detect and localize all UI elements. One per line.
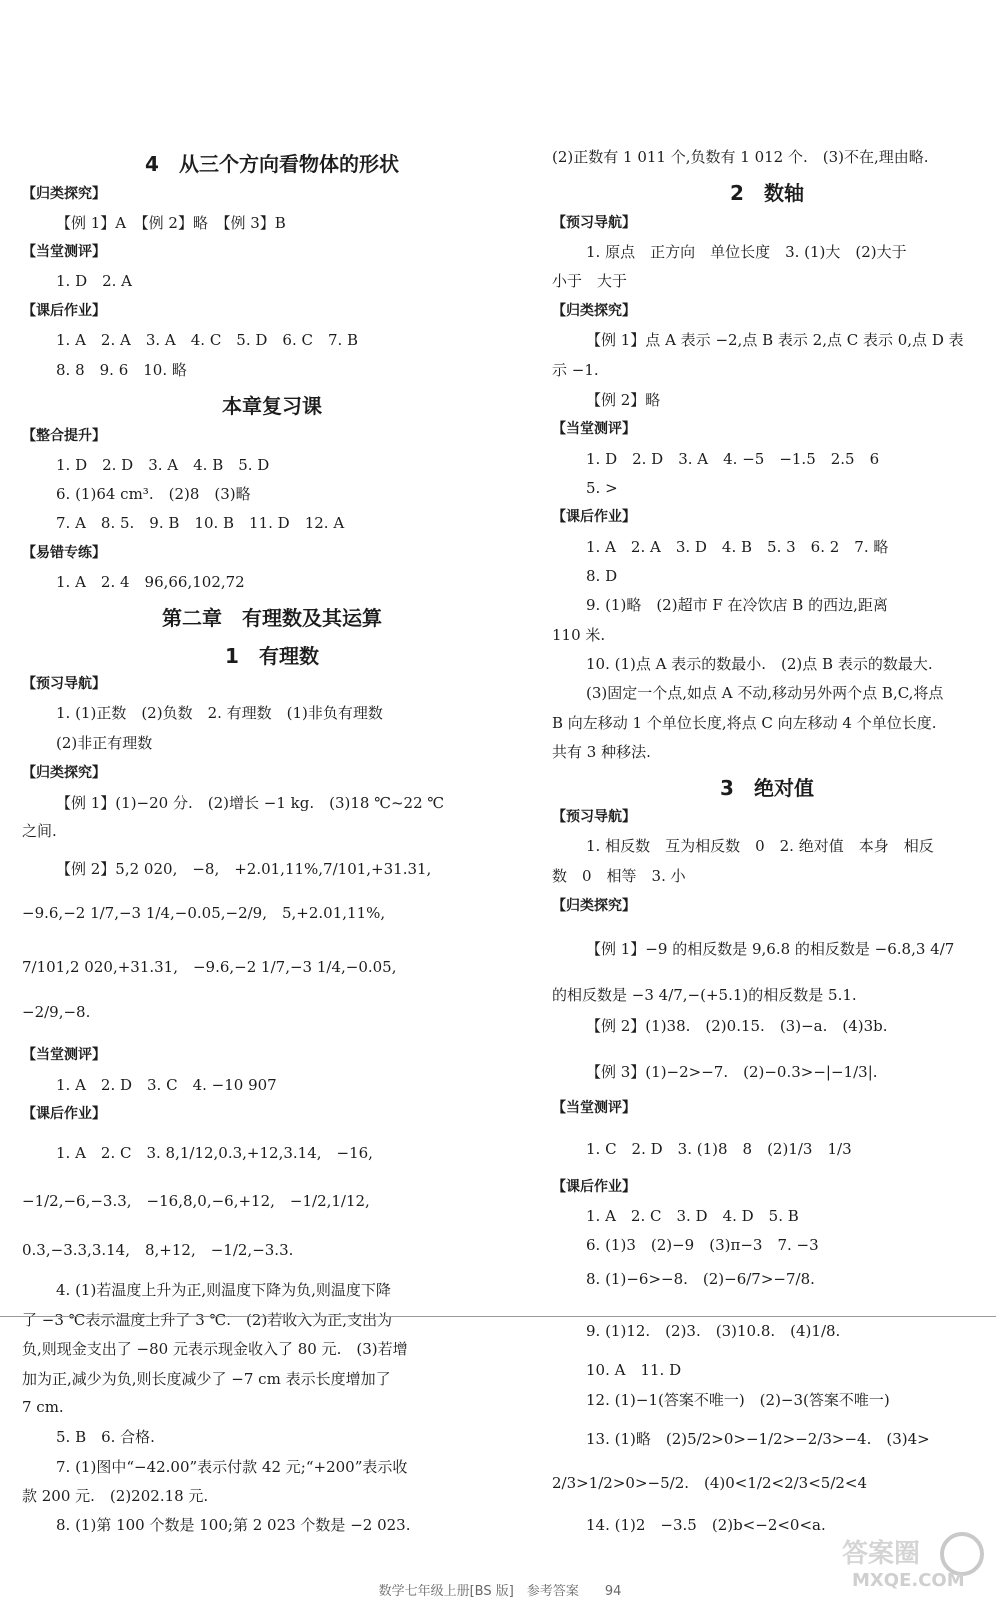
answer-line: 7. (1)图中“−42.00”表示付款 42 元;“+200”表示收 <box>56 1458 408 1476</box>
answer-line: (2)非正有理数 <box>56 734 153 752</box>
subsection-label: 【当堂测评】 <box>22 244 106 260</box>
answer-line: 数 0 相等 3. 小 <box>552 867 686 885</box>
answer-line: 【例 3】(1)−2>−7. (2)−0.3>−|−1/3|. <box>586 1063 878 1081</box>
answer-line: 2/3>1/2>0>−5/2. (4)0<1/2<2/3<5/2<4 <box>552 1474 868 1492</box>
answer-line: 4. (1)若温度上升为正,则温度下降为负,则温度下降 <box>56 1281 391 1299</box>
answer-line: 8. (1)第 100 个数是 100;第 2 023 个数是 −2 023. <box>56 1516 411 1534</box>
answer-line: 14. (1)2 −3.5 (2)b<−2<0<a. <box>586 1516 826 1534</box>
answer-line: 7. A 8. 5. 9. B 10. B 11. D 12. A <box>56 514 345 532</box>
answer-line: −9.6,−2 1/7,−3 1/4,−0.05,−2/9, 5,+2.01,11%, <box>22 904 386 922</box>
answer-line: 9. (1)12. (2)3. (3)10.8. (4)1/8. <box>586 1322 841 1340</box>
svg-text:MXQE.COM: MXQE.COM <box>852 1570 965 1591</box>
subsection-label: 【归类探究】 <box>552 303 636 319</box>
subsection-label: 【归类探究】 <box>552 898 636 914</box>
answer-line: 12. (1)−1(答案不唯一) (2)−3(答案不唯一) <box>586 1391 890 1409</box>
subsection-label: 【预习导航】 <box>22 676 106 692</box>
answer-line: 【例 1】A 【例 2】略 【例 3】B <box>56 214 286 232</box>
answer-line: 小于 大于 <box>552 272 628 290</box>
section-heading: 第二章 有理数及其运算 <box>162 606 382 630</box>
answer-line: 5. B 6. 合格. <box>56 1428 155 1446</box>
answer-line: 负,则现金支出了 −80 元表示现金收入了 80 元. (3)若增 <box>22 1340 408 1358</box>
answer-line: 了 −3 ℃表示温度上升了 3 ℃. (2)若收入为正,支出为 <box>22 1311 393 1329</box>
answer-line: 1. A 2. 4 96,66,102,72 <box>56 573 245 591</box>
answer-line: 7/101,2 020,+31.31, −9.6,−2 1/7,−3 1/4,−0.05, <box>22 958 397 976</box>
answer-line: B 向左移动 1 个单位长度,将点 C 向左移动 4 个单位长度. <box>552 714 937 732</box>
answer-line: −1/2,−6,−3.3, −16,8,0,−6,+12, −1/2,1/12, <box>22 1192 370 1210</box>
page-footer: 数学七年级上册[BS 版] 参考答案 94 <box>378 1584 622 1599</box>
subsection-label: 【预习导航】 <box>552 215 636 231</box>
answer-line: 1. A 2. A 3. A 4. C 5. D 6. C 7. B <box>56 331 359 349</box>
answer-line: 0.3,−3.3,3.14, 8,+12, −1/2,−3.3. <box>22 1241 294 1259</box>
answer-line: 1. A 2. C 3. D 4. D 5. B <box>586 1207 799 1225</box>
fold-line <box>0 1316 996 1317</box>
answer-line: 【例 1】−9 的相反数是 9,6.8 的相反数是 −6.8,3 4/7 <box>586 940 955 958</box>
watermark-logo <box>838 1530 988 1592</box>
answer-line: 【例 1】点 A 表示 −2,点 B 表示 2,点 C 表示 0,点 D 表 <box>586 331 964 349</box>
answer-line: 1. A 2. C 3. 8,1/12,0.3,+12,3.14, −16, <box>56 1144 373 1162</box>
answer-line: 1. A 2. D 3. C 4. −10 907 <box>56 1076 277 1094</box>
answer-line: 1. (1)正数 (2)负数 2. 有理数 (1)非负有理数 <box>56 704 383 722</box>
answer-line: 【例 2】略 <box>586 391 661 409</box>
answer-line: 8. 8 9. 6 10. 略 <box>56 361 187 379</box>
answer-line: 7 cm. <box>22 1398 64 1416</box>
subsection-label: 【预习导航】 <box>552 809 636 825</box>
section-heading: 4 从三个方向看物体的形状 <box>145 152 399 176</box>
svg-text:答案圈: 答案圈 <box>842 1539 921 1569</box>
subsection-label: 【课后作业】 <box>22 1106 106 1122</box>
answer-line: 【例 1】(1)−20 分. (2)增长 −1 kg. (3)18 ℃~22 ℃ <box>56 794 445 812</box>
subsection-label: 【课后作业】 <box>552 509 636 525</box>
answer-line: 10. A 11. D <box>586 1361 682 1379</box>
answer-line: 110 米. <box>552 626 606 644</box>
section-heading: 1 有理数 <box>225 644 319 668</box>
answer-line: −2/9,−8. <box>22 1003 91 1021</box>
answer-line: (3)固定一个点,如点 A 不动,移动另外两个点 B,C,将点 <box>586 684 944 702</box>
answer-line: 款 200 元. (2)202.18 元. <box>22 1487 209 1505</box>
answer-line: 13. (1)略 (2)5/2>0>−1/2>−2/3>−4. (3)4> <box>586 1430 930 1448</box>
answer-line: 加为正,减少为负,则长度减少了 −7 cm 表示长度增加了 <box>22 1370 391 1388</box>
subsection-label: 【当堂测评】 <box>22 1047 106 1063</box>
answer-line: 1. D 2. D 3. A 4. −5 −1.5 2.5 6 <box>586 450 880 468</box>
subsection-label: 【归类探究】 <box>22 765 106 781</box>
answer-line: 6. (1)64 cm³. (2)8 (3)略 <box>56 485 251 503</box>
answer-line: 之间. <box>22 822 57 840</box>
subsection-label: 【当堂测评】 <box>552 421 636 437</box>
subsection-label: 【课后作业】 <box>22 303 106 319</box>
answer-line: 示 −1. <box>552 361 599 379</box>
section-heading: 3 绝对值 <box>720 776 814 800</box>
answer-line: 8. (1)−6>−8. (2)−6/7>−7/8. <box>586 1270 815 1288</box>
answer-line: 1. D 2. D 3. A 4. B 5. D <box>56 456 270 474</box>
answer-line: 的相反数是 −3 4/7,−(+5.1)的相反数是 5.1. <box>552 986 857 1004</box>
answer-line: 8. D <box>586 567 618 585</box>
subsection-label: 【当堂测评】 <box>552 1100 636 1116</box>
answer-line: 1. C 2. D 3. (1)8 8 (2)1/3 1/3 <box>586 1140 852 1158</box>
answer-line: 【例 2】(1)38. (2)0.15. (3)−a. (4)3b. <box>586 1017 888 1035</box>
subsection-label: 【归类探究】 <box>22 186 106 202</box>
answer-line: 共有 3 种移法. <box>552 743 651 761</box>
answer-line: 1. D 2. A <box>56 272 133 290</box>
answer-line: 5. > <box>586 479 618 497</box>
answer-line: 1. A 2. A 3. D 4. B 5. 3 6. 2 7. 略 <box>586 538 889 556</box>
section-heading: 本章复习课 <box>222 394 322 418</box>
answer-line: 9. (1)略 (2)超市 F 在冷饮店 B 的西边,距离 <box>586 596 888 614</box>
section-heading: 2 数轴 <box>730 181 804 205</box>
answer-line: 1. 原点 正方向 单位长度 3. (1)大 (2)大于 <box>586 243 907 261</box>
answer-line: 6. (1)3 (2)−9 (3)π−3 7. −3 <box>586 1236 819 1254</box>
answer-line: (2)正数有 1 011 个,负数有 1 012 个. (3)不在,理由略. <box>552 148 929 166</box>
answer-line: 10. (1)点 A 表示的数最小. (2)点 B 表示的数最大. <box>586 655 933 673</box>
answer-line: 1. 相反数 互为相反数 0 2. 绝对值 本身 相反 <box>586 837 934 855</box>
subsection-label: 【课后作业】 <box>552 1179 636 1195</box>
subsection-label: 【易错专练】 <box>22 545 106 561</box>
subsection-label: 【整合提升】 <box>22 428 106 444</box>
answer-line: 【例 2】5,2 020, −8, +2.01,11%,7/101,+31.31, <box>56 860 432 878</box>
